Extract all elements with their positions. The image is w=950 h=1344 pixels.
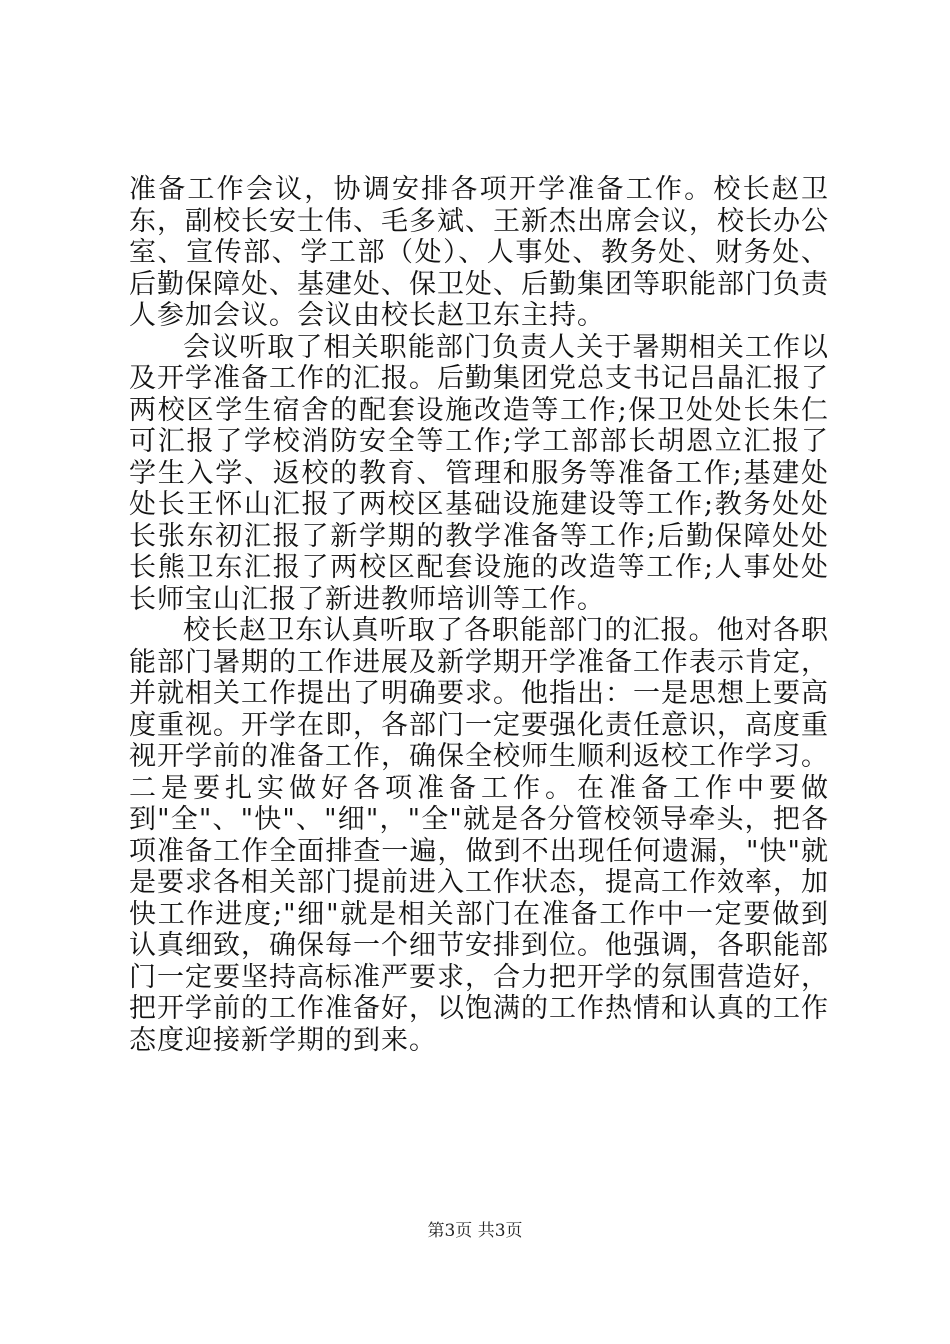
paragraph-principal-requirements: 校长赵卫东认真听取了各职能部门的汇报。他对各职能部门暑期的工作进展及新学期开学准备工作表示肯定，并就相关工作提出了明确要求。他指出：一是思想上要高度重视。开学在即，各部门一定要强化责任意识，高度重视开学前的准备工作，确保全校师生顺利返校工作学习。二是要扎实做好各项准备工作。在准备工作中要做到"全"、"快"、"细"，"全"就是各分管校领导牵头，把各项准备工作全面排查一遍，做到不出现任何遗漏，"快"就是要求各相关部门提前进入工作状态，提高工作效率，加快工作进度;"细"就是相关部门在准备工作中一定要做到认真细致，确保每一个细节安排到位。他强调，各职能部门一定要坚持高标准严要求，合力把开学的氛围营造好，把开学前的工作准备好，以饱满的工作热情和认真的工作态度迎接新学期的到来。: [129, 615, 829, 1056]
page-number-footer: 第3页 共3页: [427, 1221, 523, 1241]
paragraph-continued: 准备工作会议，协调安排各项开学准备工作。校长赵卫东，副校长安士伟、毛多斌、王新杰出席会议，校长办公室、宣传部、学工部（处）、人事处、教务处、财务处、后勤保障处、基建处、保卫处、后勤集团等职能部门负责人参加会议。会议由校长赵卫东主持。: [129, 174, 829, 331]
paragraph-meeting-reports: 会议听取了相关职能部门负责人关于暑期相关工作以及开学准备工作的汇报。后勤集团党总支书记吕晶汇报了两校区学生宿舍的配套设施改造等工作;保卫处处长朱仁可汇报了学校消防安全等工作;学工部部长胡恩立汇报了学生入学、返校的教育、管理和服务等准备工作;基建处处长王怀山汇报了两校区基础设施建设等工作;教务处处长张东初汇报了新学期的教学准备等工作;后勤保障处处长熊卫东汇报了两校区配套设施的改造等工作;人事处处长师宝山汇报了新进教师培训等工作。: [129, 331, 829, 615]
document-body: [129, 174, 829, 1056]
